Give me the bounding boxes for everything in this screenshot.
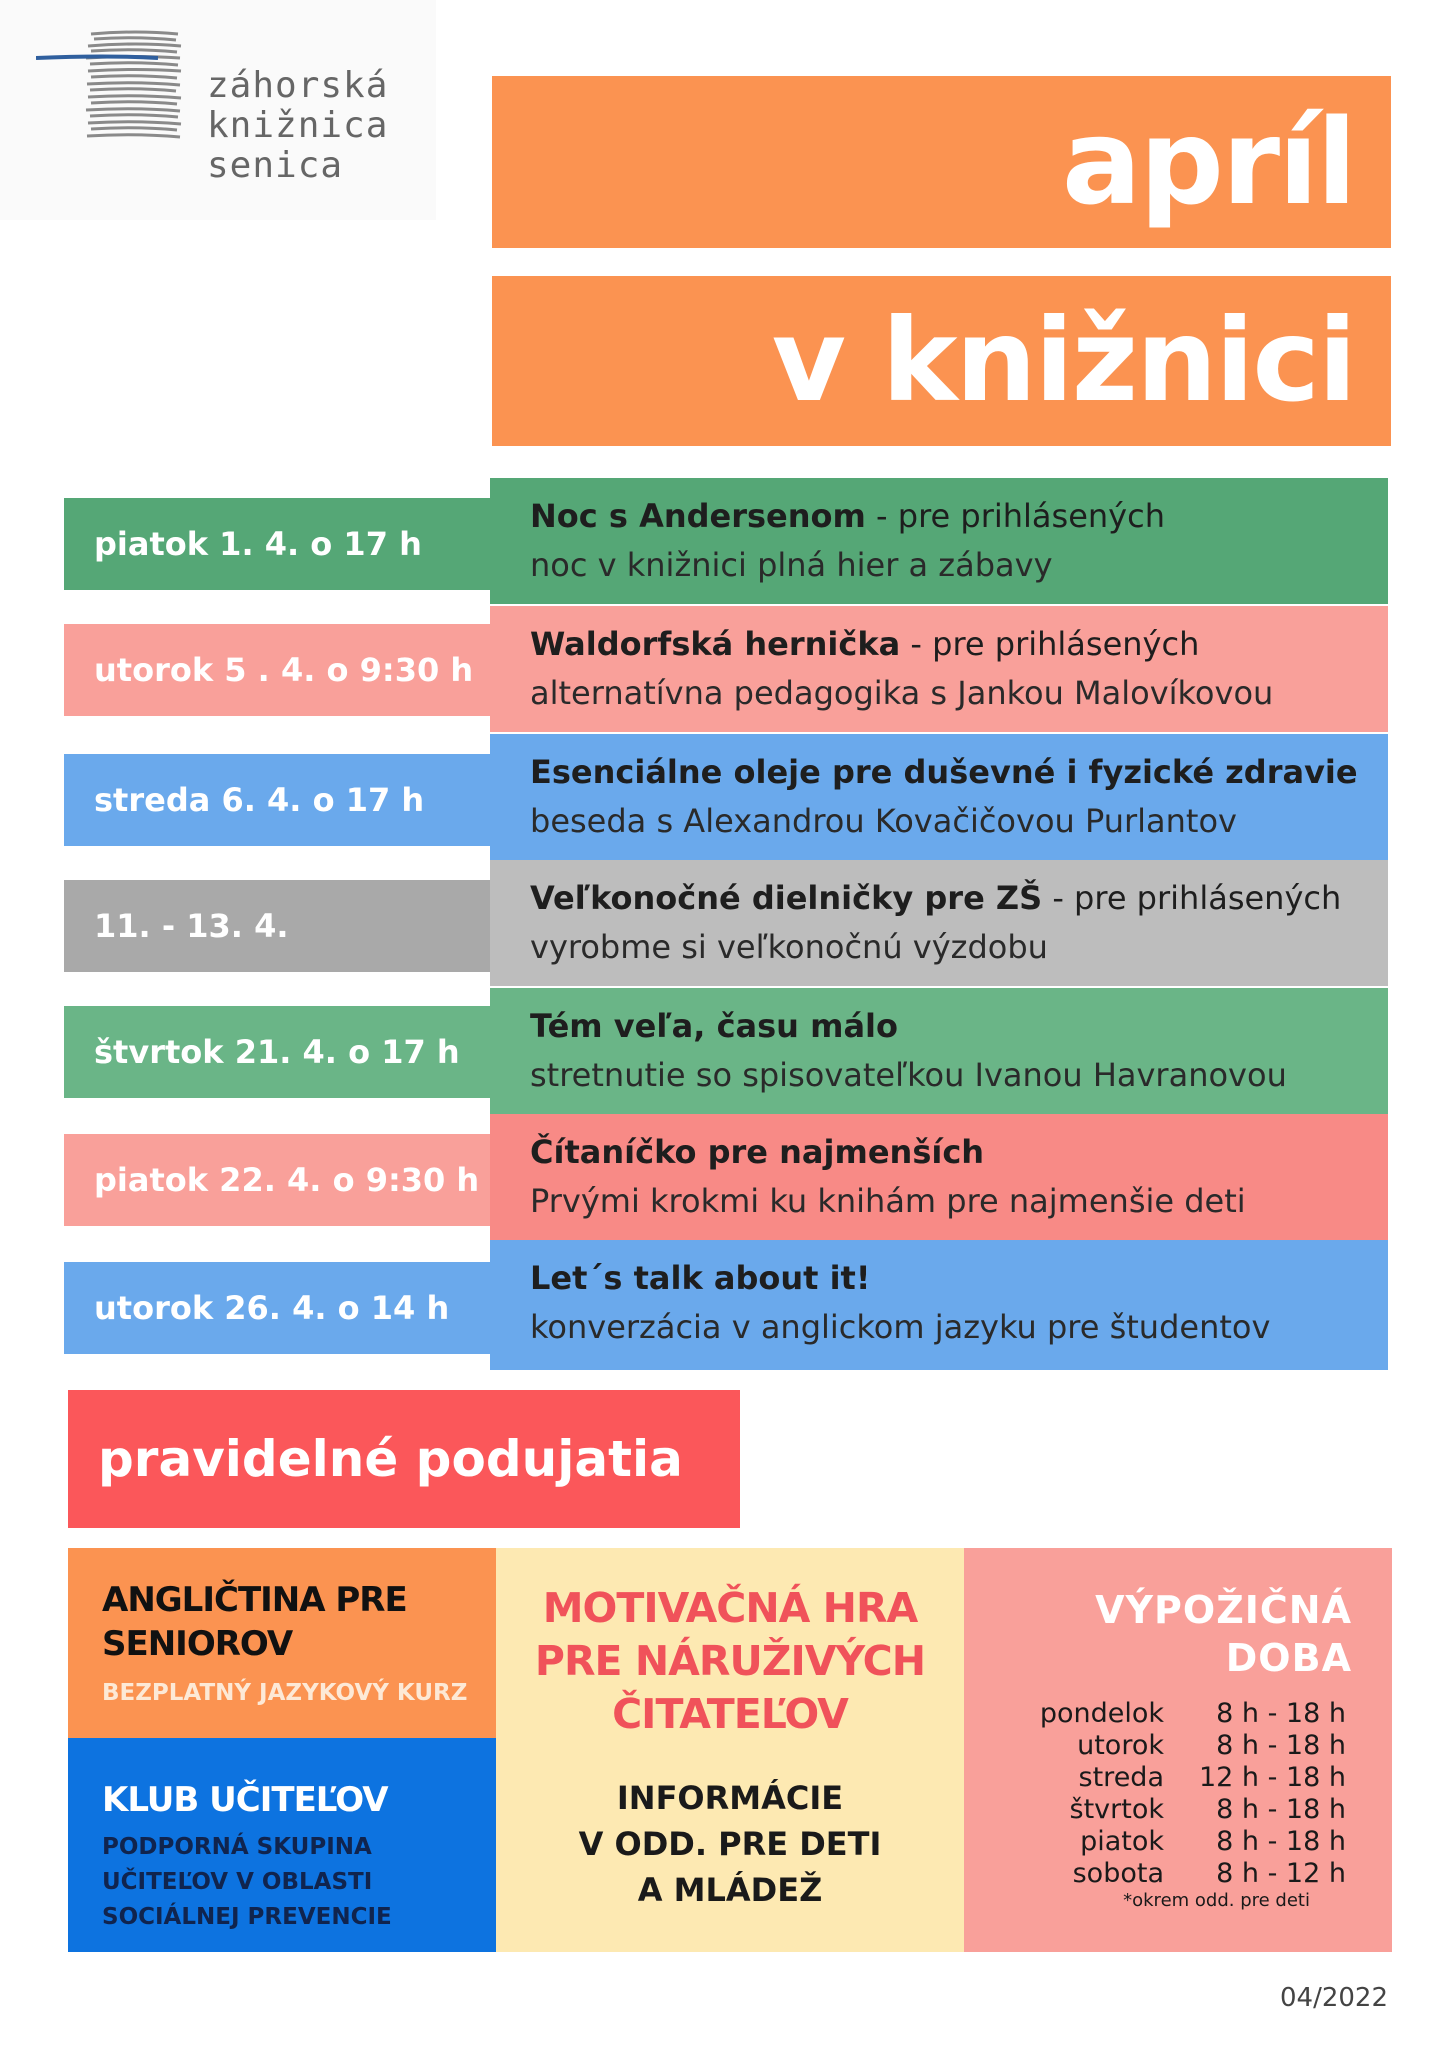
book-stack-icon [36, 28, 186, 146]
teachers-club-subtitle-line: PODPORNÁ SKUPINA [102, 1834, 372, 1860]
logo-line: senica [207, 145, 344, 186]
event-desc: vyrobme si veľkonočnú výzdobu [530, 928, 1048, 966]
event-desc: beseda s Alexandrou Kovačičovou Purlantov [530, 802, 1237, 840]
event-tag: - pre prihlásených [900, 625, 1200, 663]
hours-time: 8 h - 18 h [1216, 1730, 1346, 1761]
hours-footnote: *okrem odd. pre deti [1123, 1890, 1310, 1911]
hours-time: 8 h - 18 h [1216, 1826, 1346, 1857]
event-card [490, 1240, 1388, 1370]
hours-time: 8 h - 18 h [1216, 1794, 1346, 1825]
event-date: utorok 26. 4. o 14 h [64, 1262, 494, 1354]
event-date: piatok 22. 4. o 9:30 h [64, 1134, 494, 1226]
hours-row [1024, 1858, 1354, 1890]
event-title: Esenciálne oleje pre duševné i fyzické zdravie [530, 753, 1358, 791]
teachers-club-subtitle [102, 1830, 496, 1935]
reading-game-title [496, 1582, 964, 1741]
title-line-1: apríl [492, 76, 1391, 248]
event-title: Tém veľa, času málo [530, 1007, 898, 1045]
event-card [490, 606, 1388, 732]
english-title-line: SENIOROV [102, 1624, 293, 1664]
event-title: Waldorfská hernička [530, 625, 901, 663]
regular-events-heading: pravidelné podujatia [68, 1390, 740, 1528]
event-date: streda 6. 4. o 17 h [64, 754, 494, 846]
event-desc: noc v knižnici plná hier a zábavy [530, 546, 1053, 584]
opening-hours-title-line: VÝPOŽIČNÁ [1095, 1588, 1352, 1632]
event-title: Čítaníčko pre najmenších [530, 1133, 985, 1171]
reading-game-title-line: ČITATEĽOV [612, 1690, 848, 1738]
reading-game-info-line: A MLÁDEŽ [637, 1871, 823, 1909]
event-desc: Prvými krokmi ku knihám pre najmenšie deti [530, 1182, 1246, 1220]
event-date: 11. - 13. 4. [64, 880, 494, 972]
event-date: štvrtok 21. 4. o 17 h [64, 1006, 494, 1098]
logo-text [207, 66, 388, 186]
event-tag: - pre prihlásených [1042, 879, 1342, 917]
hours-row [1024, 1762, 1354, 1794]
event-card [490, 860, 1388, 986]
english-title-line: ANGLIČTINA PRE [102, 1580, 407, 1620]
hours-day: streda [1078, 1762, 1164, 1793]
issue-code: 04/2022 [1280, 1983, 1389, 2013]
event-desc: alternatívna pedagogika s Jankou Malovíkovou [530, 674, 1274, 712]
logo-line: záhorská [207, 65, 389, 106]
hours-day: pondelok [1039, 1698, 1164, 1729]
event-desc: konverzácia v anglickom jazyku pre študentov [530, 1308, 1271, 1346]
event-date: utorok 5 . 4. o 9:30 h [64, 624, 494, 716]
reading-game-info-line: INFORMÁCIE [616, 1779, 844, 1817]
event-card [490, 1114, 1388, 1240]
hours-day: utorok [1077, 1730, 1164, 1761]
opening-hours-panel [964, 1548, 1392, 1952]
teachers-club-title: KLUB UČITEĽOV [102, 1780, 388, 1820]
reading-game-info-line: V ODD. PRE DETI [578, 1825, 882, 1863]
event-card [490, 988, 1388, 1114]
hours-row [1024, 1698, 1354, 1730]
reading-game-info [496, 1775, 964, 1913]
logo [0, 0, 436, 220]
opening-hours-list [1024, 1698, 1354, 1912]
reading-game-panel [496, 1548, 964, 1952]
hours-day: štvrtok [1069, 1794, 1164, 1825]
hours-day: sobota [1072, 1858, 1164, 1889]
teachers-club-subtitle-line: UČITEĽOV V OBLASTI [102, 1869, 373, 1895]
event-card [490, 734, 1388, 860]
event-tag: - pre prihlásených [865, 497, 1165, 535]
hours-row [1024, 1730, 1354, 1762]
reading-game-title-line: PRE NÁRUŽIVÝCH [534, 1637, 926, 1685]
hours-row [1024, 1826, 1354, 1858]
hours-row [1024, 1794, 1354, 1826]
hours-time: 8 h - 18 h [1216, 1698, 1346, 1729]
english-title [102, 1578, 496, 1666]
reading-game-title-line: MOTIVAČNÁ HRA [542, 1584, 918, 1632]
english-panel [68, 1548, 496, 1738]
hours-time: 12 h - 18 h [1198, 1762, 1346, 1793]
hours-day: piatok [1080, 1826, 1164, 1857]
event-title: Noc s Andersenom [530, 497, 866, 535]
event-card [490, 478, 1388, 604]
hours-time: 8 h - 12 h [1216, 1858, 1346, 1889]
event-date: piatok 1. 4. o 17 h [64, 498, 494, 590]
logo-line: knižnica [207, 105, 389, 146]
event-desc: stretnutie so spisovateľkou Ivanou Havranovou [530, 1056, 1287, 1094]
event-title: Veľkonočné dielničky pre ZŠ [530, 879, 1043, 917]
opening-hours-title-line: DOBA [1225, 1636, 1352, 1680]
teachers-club-subtitle-line: SOCIÁLNEJ PREVENCIE [102, 1904, 392, 1930]
teachers-club-panel [68, 1738, 496, 1952]
event-title: Let´s talk about it! [530, 1259, 871, 1297]
title-line-2: v knižnici [492, 276, 1391, 446]
opening-hours-title [1095, 1586, 1352, 1682]
english-subtitle: BEZPLATNÝ JAZYKOVÝ KURZ [102, 1680, 468, 1706]
